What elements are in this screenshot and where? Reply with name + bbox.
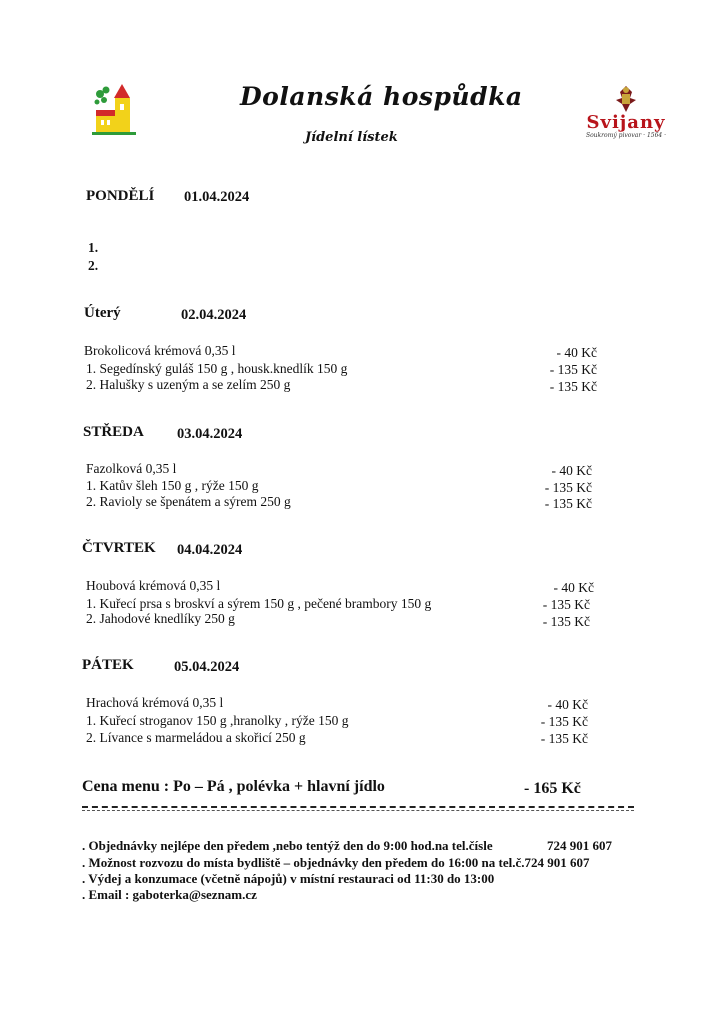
day-name-friday: PÁTEK (82, 657, 134, 673)
menu-price: - 135 Kč (544, 496, 592, 511)
footer-note: . Výdej a konzumace (včetně nápojů) v místní restauraci od 11:30 do 13:00 (82, 871, 495, 886)
soup-price: - 40 Kč (551, 463, 592, 478)
menu-price: - 135 Kč (544, 480, 592, 495)
divider (82, 806, 634, 808)
day-name-monday: PONDĚLÍ (86, 188, 155, 204)
page-title: Dolanská hospůdka (240, 82, 523, 111)
soup-price: - 40 Kč (553, 580, 594, 595)
footer-email: . Email : gaboterka@seznam.cz (82, 887, 257, 902)
brand-logo (578, 84, 674, 150)
menu-price: - 135 Kč (540, 714, 588, 729)
menu-price-summary: Cena menu : Po – Pá , polévka + hlavní jídlo (82, 778, 385, 795)
page-subtitle: Jídelní lístek (305, 130, 398, 145)
menu-line: 2. Ravioly se špenátem a sýrem 250 g (86, 494, 291, 509)
menu-line: 1. Katův šleh 150 g , rýže 150 g (86, 478, 259, 493)
menu-line: 2. Jahodové knedlíky 250 g (86, 611, 235, 626)
menu-line: 1. Kuřecí prsa s broskví a sýrem 150 g , pečené brambory 150 g (86, 596, 432, 611)
menu-line: 2. Halušky s uzeným a se zelím 250 g (86, 377, 291, 392)
day-name-tuesday: Úterý (84, 305, 121, 321)
menu-price: - 135 Kč (542, 614, 590, 629)
day-date-monday: 01.04.2024 (184, 189, 250, 205)
footer-note: . Možnost rozvozu do místa bydliště – objednávky den předem do 16:00 na tel.č.724 901 607 (82, 855, 590, 870)
menu-line: 2. Lívance s marmeládou a skořicí 250 g (86, 730, 306, 745)
soup-line: Hrachová krémová 0,35 l (86, 695, 224, 710)
menu-line: 1. Segedínský guláš 150 g , housk.knedlík 150 g (86, 361, 348, 376)
menu-line: 2. (88, 258, 99, 273)
menu-price: - 135 Kč (549, 379, 597, 394)
day-name-wednesday: STŘEDA (83, 424, 144, 440)
day-date-thursday: 04.04.2024 (177, 542, 243, 558)
day-date-wednesday: 03.04.2024 (177, 426, 243, 442)
brand-logo-subtext: Soukromý pivovar · 1564 · (585, 132, 667, 139)
divider (82, 810, 634, 811)
menu-price-total: - 165 Kč (524, 780, 581, 797)
footer-note: . Objednávky nejlépe den předem ,nebo tentýž den do 9:00 hod.na tel.čísle (82, 838, 493, 853)
soup-line: Houbová krémová 0,35 l (86, 578, 221, 593)
day-date-tuesday: 02.04.2024 (181, 307, 247, 323)
soup-price: - 40 Kč (547, 697, 588, 712)
menu-price: - 135 Kč (549, 362, 597, 377)
menu-price: - 135 Kč (540, 731, 588, 746)
brand-logo-text: Svijany (586, 112, 666, 133)
soup-line: Brokolicová krémová 0,35 l (84, 343, 236, 358)
church-logo (92, 82, 144, 142)
soup-line: Fazolková 0,35 l (86, 461, 177, 476)
soup-price: - 40 Kč (556, 345, 597, 360)
menu-line: 1. (88, 240, 99, 255)
day-name-thursday: ČTVRTEK (82, 540, 156, 556)
day-date-friday: 05.04.2024 (174, 659, 240, 675)
coat-of-arms-icon (606, 84, 646, 114)
footer-phone: 724 901 607 (547, 838, 612, 853)
menu-line: 1. Kuřecí stroganov 150 g ,hranolky , rýže 150 g (86, 713, 349, 728)
menu-price: - 135 Kč (542, 597, 590, 612)
